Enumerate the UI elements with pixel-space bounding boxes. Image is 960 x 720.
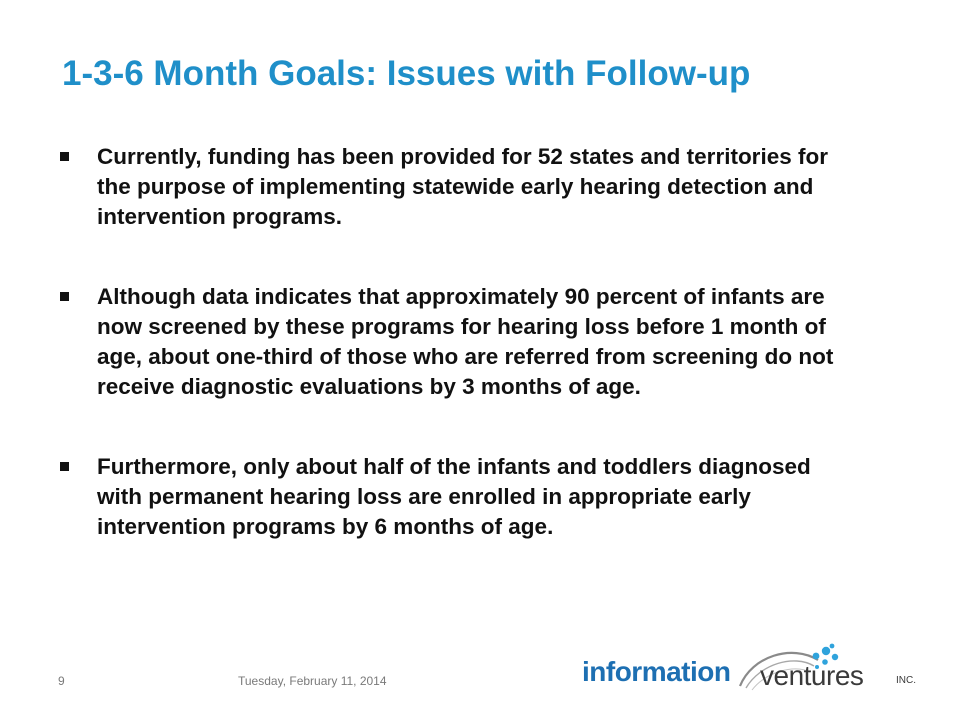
- page-number: 9: [58, 674, 65, 688]
- square-bullet-icon: [60, 152, 69, 161]
- square-bullet-icon: [60, 462, 69, 471]
- bullet-list: [60, 142, 860, 592]
- square-bullet-icon: [60, 292, 69, 301]
- logo-word-ventures: ventures: [760, 660, 864, 691]
- footer-date: Tuesday, February 11, 2014: [238, 674, 387, 688]
- logo-word-inc: INC.: [896, 675, 916, 686]
- bullet-text: Currently, funding has been provided for 52 states and territories for the purpose of implementing statewide early hearing detection and intervention programs.: [97, 144, 828, 229]
- logo-word-information: information: [582, 656, 731, 687]
- bullet-text: Furthermore, only about half of the infants and toddlers diagnosed with permanent hearing loss are enrolled in appropriate early intervention programs by 6 months of age.: [97, 454, 811, 539]
- slide-title: 1-3-6 Month Goals: Issues with Follow-up: [62, 54, 751, 93]
- bullet-item: [60, 142, 860, 232]
- bullet-text: Although data indicates that approximately 90 percent of infants are now screened by these programs for hearing loss before 1 month of age, about one-third of those who are referred from screening do not receive diagnostic evaluations by 3 months of age.: [97, 284, 834, 399]
- bullet-item: [60, 282, 860, 402]
- company-logo: [582, 642, 927, 698]
- bullet-item: [60, 452, 860, 542]
